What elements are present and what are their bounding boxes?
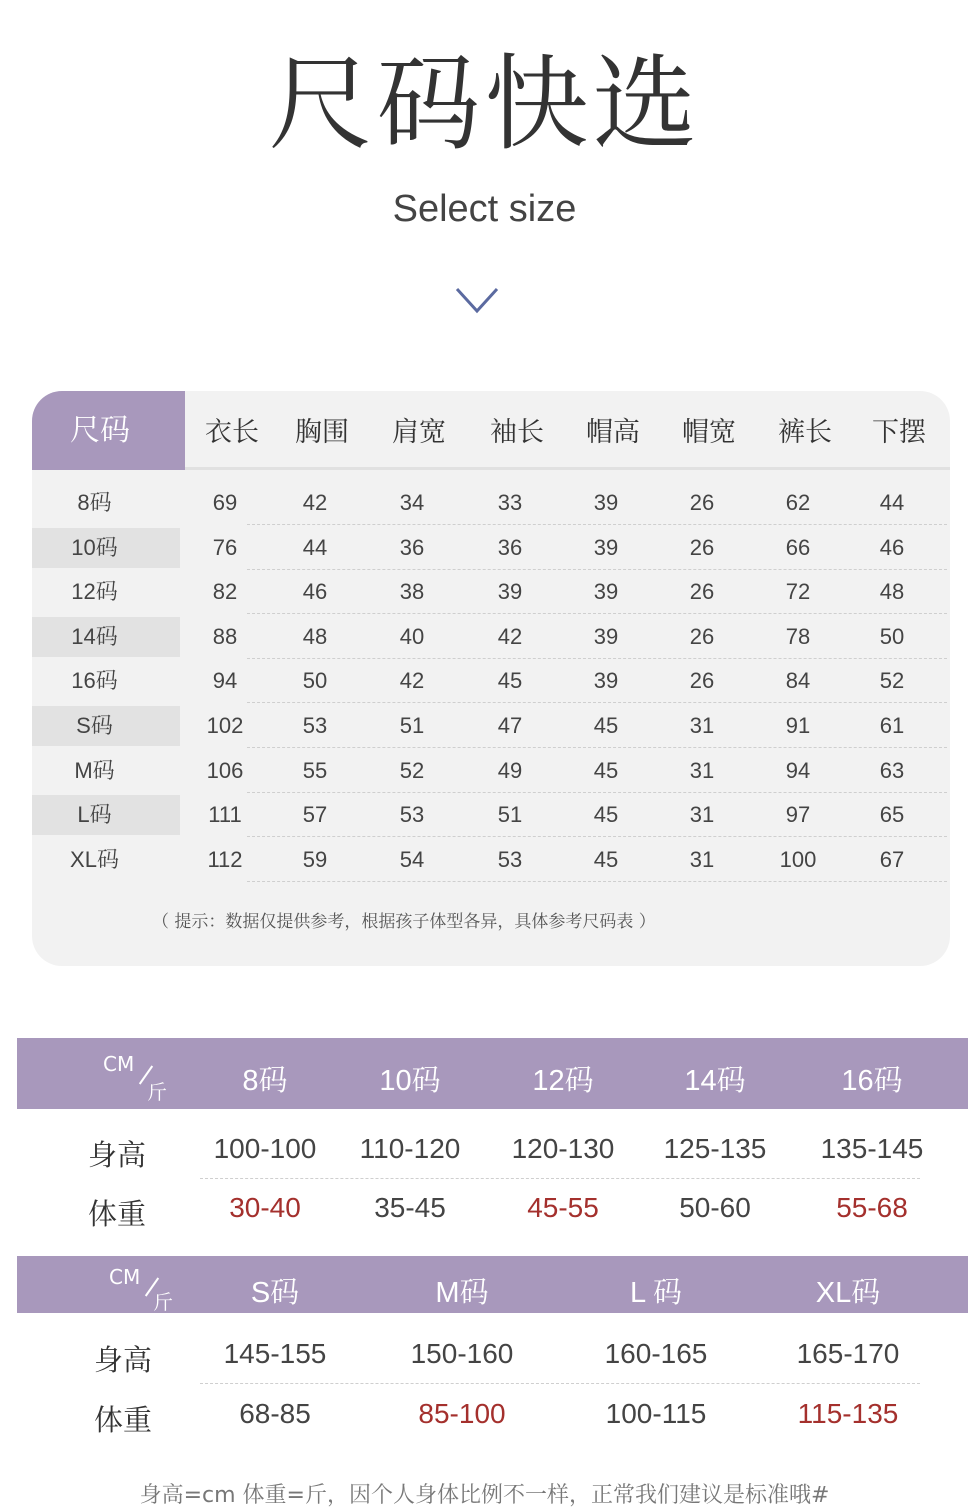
table-cell: 102: [206, 713, 244, 738]
table-cell: 31: [689, 802, 715, 828]
weight-range: 68-85: [239, 1398, 311, 1429]
table-cell: 97: [785, 802, 811, 828]
column-header: 衣长: [205, 417, 259, 448]
table-cell: 36: [399, 534, 425, 560]
table-cell: 44: [879, 490, 905, 515]
table-cell: 42: [399, 668, 425, 694]
weight-range: 35-45: [374, 1192, 446, 1223]
table-cell: 34: [399, 490, 425, 515]
height-range: 110-120: [359, 1133, 461, 1164]
weight-range: 30-40: [229, 1192, 301, 1223]
table-cell: 76: [212, 534, 238, 560]
row-size-label: XL码: [70, 846, 119, 872]
unit-jin: 斤: [147, 1080, 167, 1104]
row-size-label: 12码: [71, 579, 118, 605]
table-cell: 61: [879, 713, 905, 738]
table-cell: 31: [689, 713, 715, 738]
table-cell: 39: [593, 579, 619, 605]
unit-cm: CM: [103, 1052, 135, 1076]
weight-range: 55-68: [836, 1192, 908, 1223]
table-cell: 42: [497, 623, 523, 649]
weight-range: 115-135: [797, 1398, 899, 1429]
table-cell: 45: [593, 713, 619, 738]
table-cell: 45: [593, 757, 619, 783]
footer-note: 身高=cm 体重=斤，因个人身体比例不一样，正常我们建议是标准哦#: [139, 1483, 830, 1508]
table-cell: 67: [879, 846, 905, 872]
table-cell: 50: [879, 623, 905, 649]
column-header: 帽高: [586, 417, 640, 448]
row-size-label: 16码: [71, 668, 118, 694]
column-header: 裤长: [778, 417, 832, 448]
table-cell: 52: [879, 668, 905, 694]
table-cell: 46: [302, 579, 328, 605]
height-label: 身高: [87, 1138, 146, 1172]
table-cell: 47: [497, 713, 523, 738]
table-cell: 26: [689, 579, 715, 605]
table-cell: 39: [497, 579, 523, 605]
table-cell: 55: [302, 757, 328, 783]
table-cell: 54: [399, 846, 425, 872]
row-divider: [247, 881, 947, 882]
table-cell: 88: [212, 623, 238, 649]
column-header: 袖长: [490, 417, 544, 448]
size-header: 8码: [242, 1065, 288, 1097]
table-cell: 38: [399, 579, 425, 605]
table-cell: 111: [208, 802, 242, 828]
size-header: M码: [435, 1277, 489, 1309]
column-header: 胸围: [295, 417, 349, 448]
row-size-label: 10码: [71, 534, 118, 560]
table-cell: 48: [879, 579, 905, 605]
table-cell: 45: [593, 802, 619, 828]
table-cell: 51: [399, 713, 425, 738]
page-title: 尺码快选: [268, 43, 701, 165]
unit-jin: 斤: [153, 1290, 173, 1314]
table-cell: 65: [879, 802, 905, 828]
height-range: 135-145: [820, 1133, 924, 1164]
column-header: 肩宽: [392, 417, 446, 448]
row-size-label: 14码: [71, 623, 118, 649]
table-cell: 72: [785, 579, 811, 605]
weight-label: 体重: [93, 1403, 152, 1437]
table-cell: 39: [593, 490, 619, 515]
column-header: 帽宽: [682, 417, 736, 448]
table-cell: 44: [302, 534, 328, 560]
weight-range: 85-100: [418, 1398, 506, 1429]
column-header: 下摆: [872, 417, 926, 448]
height-range: 145-155: [223, 1338, 327, 1369]
row-divider: [200, 1178, 920, 1179]
table-cell: 94: [785, 757, 811, 783]
height-range: 120-130: [511, 1133, 615, 1164]
table-cell: 50: [302, 668, 328, 694]
table-cell: 52: [399, 757, 425, 783]
table-cell: 100: [779, 846, 817, 872]
table-cell: 39: [593, 534, 619, 560]
table-cell: 94: [212, 668, 238, 694]
size-header: 10码: [379, 1065, 441, 1097]
table-cell: 36: [497, 534, 523, 560]
height-range: 100-100: [213, 1133, 317, 1164]
size-chart-card: [32, 391, 950, 966]
height-range: 150-160: [410, 1338, 514, 1369]
size-header: 14码: [684, 1065, 746, 1097]
height-range: 165-170: [796, 1338, 900, 1369]
table-cell: 53: [497, 846, 523, 872]
table-cell: 82: [212, 579, 238, 605]
table-cell: 49: [497, 757, 523, 783]
table-cell: 48: [302, 623, 328, 649]
height-label: 身高: [93, 1343, 152, 1377]
size-column-header: 尺码: [32, 391, 185, 470]
table-cell: 45: [497, 668, 523, 694]
page-subtitle: Select size: [392, 188, 577, 230]
table-cell: 53: [302, 713, 328, 738]
row-size-label: L码: [77, 802, 112, 828]
table-cell: 112: [207, 846, 243, 872]
table-cell: 78: [785, 623, 811, 649]
height-range: 125-135: [663, 1133, 767, 1164]
table-cell: 84: [785, 668, 811, 694]
table-cell: 51: [497, 802, 523, 828]
table-cell: 39: [593, 623, 619, 649]
table-cell: 57: [302, 802, 328, 828]
table-cell: 45: [593, 846, 619, 872]
size-header: 16码: [841, 1065, 903, 1097]
table-cell: 40: [399, 623, 425, 649]
table-cell: 91: [785, 713, 811, 738]
table-cell: 39: [593, 668, 619, 694]
size-header: L 码: [629, 1277, 683, 1309]
size-header: S码: [250, 1277, 300, 1309]
table-cell: 106: [206, 757, 244, 783]
row-size-label: 8码: [77, 490, 112, 515]
table-cell: 33: [497, 490, 523, 515]
chevron-down-icon: [455, 285, 499, 315]
row-size-label: S码: [76, 713, 113, 738]
height-range: 160-165: [604, 1338, 708, 1369]
size-header: 12码: [532, 1065, 594, 1097]
table-cell: 26: [689, 623, 715, 649]
row-size-label: M码: [74, 757, 115, 783]
weight-range: 100-115: [605, 1398, 707, 1429]
table-cell: 42: [302, 490, 328, 515]
table-cell: 26: [689, 534, 715, 560]
weight-range: 45-55: [527, 1192, 599, 1223]
table2-header-band: [17, 1256, 968, 1313]
table-cell: 59: [302, 846, 328, 872]
row-divider: [200, 1383, 920, 1384]
unit-cm: CM: [109, 1265, 141, 1289]
weight-range: 50-60: [679, 1192, 751, 1223]
size-chart-note: （ 提示：数据仅提供参考，根据孩子体型各异，具体参考尺码表 ）: [152, 912, 656, 932]
table-cell: 66: [785, 534, 811, 560]
table-cell: 31: [689, 846, 715, 872]
table1-header-band: [17, 1038, 968, 1109]
table-cell: 69: [212, 490, 238, 515]
table-cell: 31: [689, 757, 715, 783]
table-cell: 53: [399, 802, 425, 828]
table-cell: 62: [785, 490, 811, 515]
size-header: XL码: [815, 1277, 881, 1309]
weight-label: 体重: [87, 1197, 146, 1231]
table-cell: 63: [879, 757, 905, 783]
table-cell: 26: [689, 668, 715, 694]
table-cell: 26: [689, 490, 715, 515]
table-cell: 46: [879, 534, 905, 560]
